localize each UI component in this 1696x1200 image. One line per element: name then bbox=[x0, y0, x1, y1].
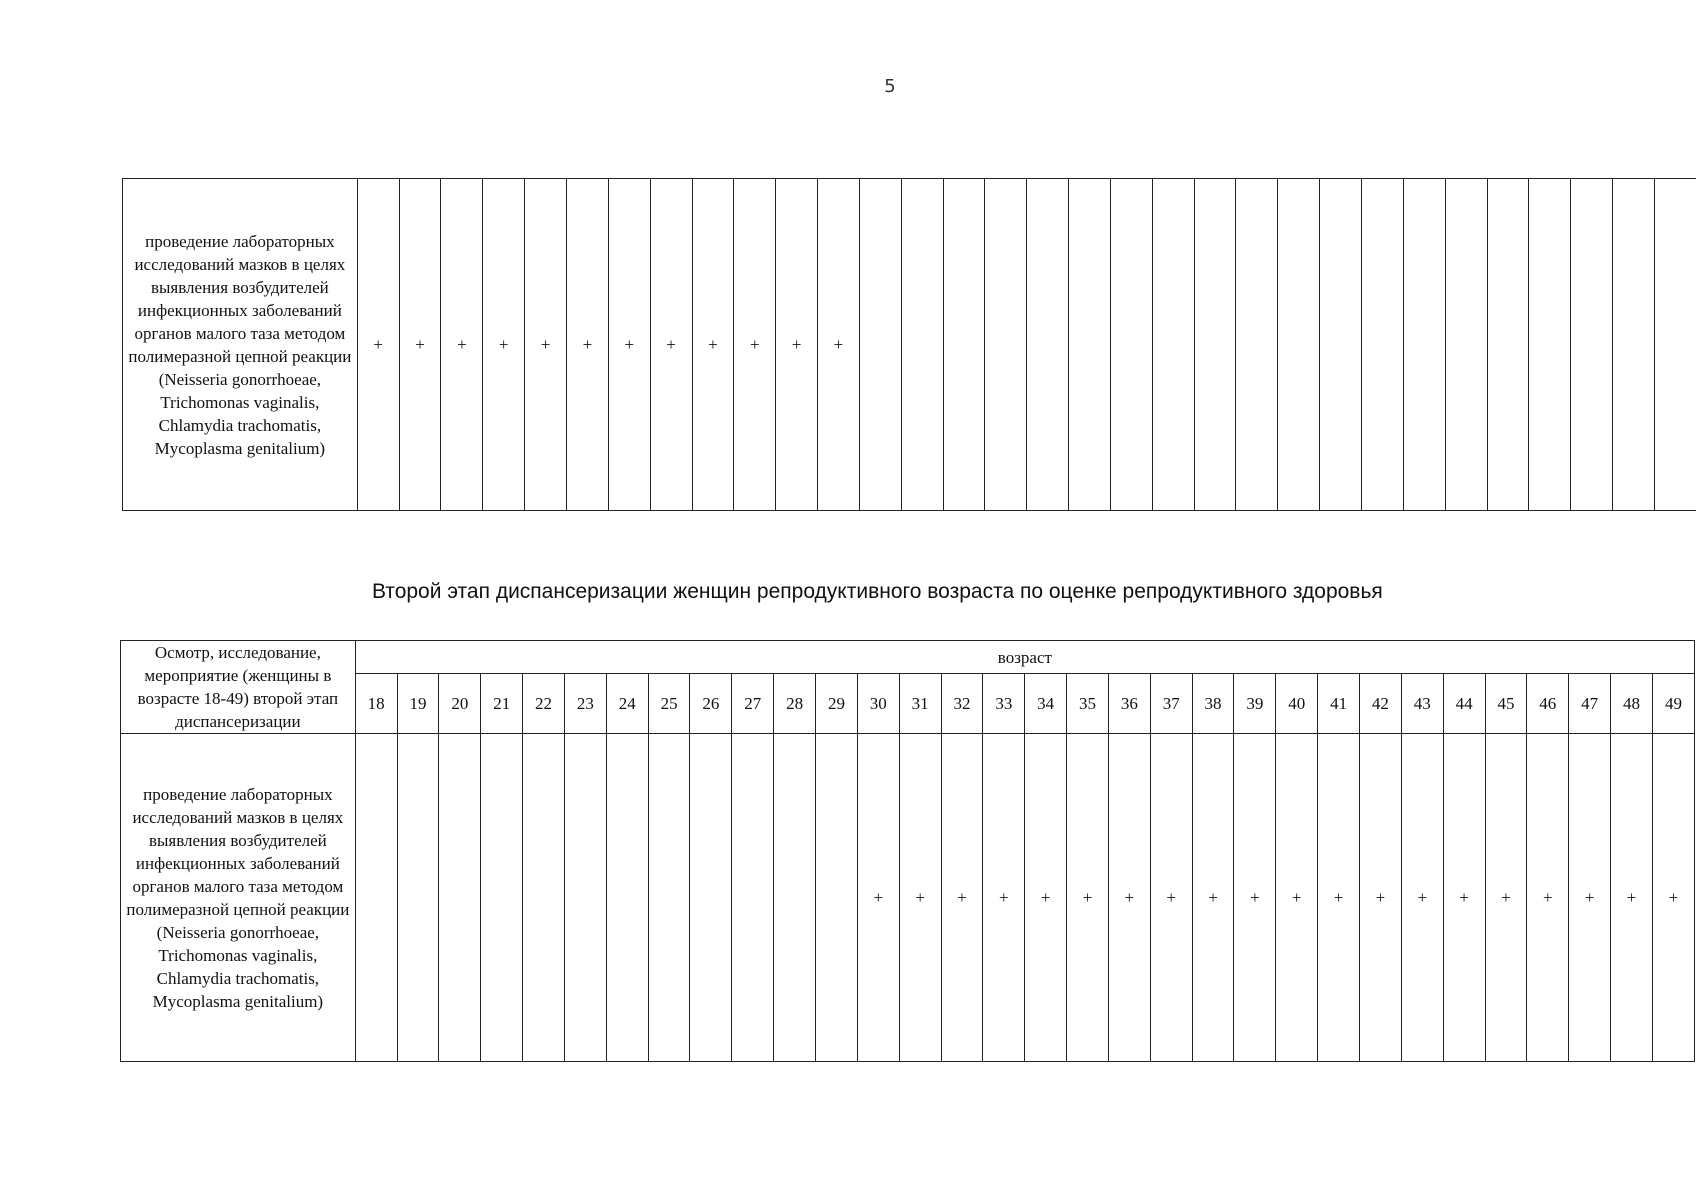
mark-cell bbox=[564, 734, 606, 1062]
mark-cell: + bbox=[441, 179, 483, 511]
section-title: Второй этап диспансеризации женщин репродуктивного возраста по оценке репродуктивного здоровья bbox=[372, 580, 1383, 603]
mark-cell bbox=[355, 734, 397, 1062]
age-cell: 46 bbox=[1527, 674, 1569, 734]
mark-cell bbox=[943, 179, 985, 511]
age-cell: 24 bbox=[606, 674, 648, 734]
mark-cell bbox=[1278, 179, 1320, 511]
mark-cell bbox=[1236, 179, 1278, 511]
age-cell: 38 bbox=[1192, 674, 1234, 734]
age-cell: 35 bbox=[1067, 674, 1109, 734]
age-cell: 49 bbox=[1652, 674, 1694, 734]
mark-cell: + bbox=[1359, 734, 1401, 1062]
age-cell: 27 bbox=[732, 674, 774, 734]
age-cell: 33 bbox=[983, 674, 1025, 734]
screening-table-second-stage bbox=[120, 640, 1695, 1062]
row-label: проведение лабораторных исследований мазков в целях выявления возбудителей инфекционных заболеваний органов малого таза методом полимеразной цепной реакции (Neisseria gonorrhoeae, Trichomonas vaginalis, Chlamydia trachomatis, Mycoplasma genitalium) bbox=[123, 179, 358, 511]
age-cell: 30 bbox=[857, 674, 899, 734]
age-cell: 43 bbox=[1401, 674, 1443, 734]
age-cell: 36 bbox=[1108, 674, 1150, 734]
mark-cell: + bbox=[1401, 734, 1443, 1062]
mark-cell: + bbox=[1150, 734, 1192, 1062]
age-cell: 19 bbox=[397, 674, 439, 734]
mark-cell: + bbox=[1443, 734, 1485, 1062]
age-cell: 37 bbox=[1150, 674, 1192, 734]
mark-cell bbox=[606, 734, 648, 1062]
mark-cell bbox=[732, 734, 774, 1062]
table-row bbox=[123, 179, 1696, 511]
age-header: возраст bbox=[355, 641, 1694, 674]
mark-cell: + bbox=[1234, 734, 1276, 1062]
screening-table-first-stage bbox=[122, 178, 1696, 511]
age-cell: 21 bbox=[481, 674, 523, 734]
age-cell: 18 bbox=[355, 674, 397, 734]
mark-cell bbox=[816, 734, 858, 1062]
age-cell: 40 bbox=[1276, 674, 1318, 734]
mark-cell: + bbox=[1527, 734, 1569, 1062]
table-row bbox=[121, 734, 1695, 1062]
mark-cell bbox=[1069, 179, 1111, 511]
row-label: проведение лабораторных исследований мазков в целях выявления возбудителей инфекционных заболеваний органов малого таза методом полимеразной цепной реакции (Neisseria gonorrhoeae, Trichomonas vaginalis, Chlamydia trachomatis, Mycoplasma genitalium) bbox=[121, 734, 356, 1062]
mark-cell: + bbox=[608, 179, 650, 511]
age-cell: 34 bbox=[1025, 674, 1067, 734]
mark-cell: + bbox=[483, 179, 525, 511]
age-cell: 41 bbox=[1318, 674, 1360, 734]
mark-cell: + bbox=[818, 179, 860, 511]
mark-cell: + bbox=[1067, 734, 1109, 1062]
mark-cell bbox=[1487, 179, 1529, 511]
mark-cell: + bbox=[1276, 734, 1318, 1062]
mark-cell bbox=[1613, 179, 1655, 511]
mark-cell bbox=[859, 179, 901, 511]
mark-cell bbox=[901, 179, 943, 511]
mark-cell: + bbox=[1485, 734, 1527, 1062]
mark-cell bbox=[1403, 179, 1445, 511]
mark-cell bbox=[1445, 179, 1487, 511]
age-cell: 45 bbox=[1485, 674, 1527, 734]
age-cell: 39 bbox=[1234, 674, 1276, 734]
mark-cell bbox=[1529, 179, 1571, 511]
mark-cell: + bbox=[692, 179, 734, 511]
age-cell: 32 bbox=[941, 674, 983, 734]
mark-cell: + bbox=[650, 179, 692, 511]
header-label: Осмотр, исследование, мероприятие (женщины в возрасте 18-49) второй этап диспансеризации bbox=[121, 641, 356, 734]
mark-cell bbox=[648, 734, 690, 1062]
mark-cell bbox=[1320, 179, 1362, 511]
mark-cell: + bbox=[1569, 734, 1611, 1062]
mark-cell bbox=[1152, 179, 1194, 511]
mark-cell bbox=[1362, 179, 1404, 511]
age-cell: 28 bbox=[774, 674, 816, 734]
mark-cell: + bbox=[776, 179, 818, 511]
mark-cell bbox=[439, 734, 481, 1062]
mark-cell bbox=[985, 179, 1027, 511]
age-row bbox=[121, 674, 1695, 734]
age-cell: 29 bbox=[816, 674, 858, 734]
mark-cell: + bbox=[1192, 734, 1234, 1062]
age-cell: 22 bbox=[523, 674, 565, 734]
age-cell: 31 bbox=[899, 674, 941, 734]
age-cell: 23 bbox=[564, 674, 606, 734]
age-cell: 20 bbox=[439, 674, 481, 734]
age-cell: 48 bbox=[1611, 674, 1653, 734]
mark-cell: + bbox=[983, 734, 1025, 1062]
mark-cell: + bbox=[941, 734, 983, 1062]
mark-cell: + bbox=[357, 179, 399, 511]
mark-cell: + bbox=[1318, 734, 1360, 1062]
mark-cell bbox=[1027, 179, 1069, 511]
age-cell: 47 bbox=[1569, 674, 1611, 734]
mark-cell bbox=[1654, 179, 1696, 511]
mark-cell: + bbox=[734, 179, 776, 511]
age-cell: 42 bbox=[1359, 674, 1401, 734]
mark-cell bbox=[774, 734, 816, 1062]
mark-cell: + bbox=[1611, 734, 1653, 1062]
mark-cell bbox=[523, 734, 565, 1062]
age-cell: 26 bbox=[690, 674, 732, 734]
mark-cell: + bbox=[1108, 734, 1150, 1062]
age-cell: 44 bbox=[1443, 674, 1485, 734]
mark-cell: + bbox=[1652, 734, 1694, 1062]
mark-cell: + bbox=[857, 734, 899, 1062]
mark-cell: + bbox=[899, 734, 941, 1062]
mark-cell: + bbox=[1025, 734, 1067, 1062]
mark-cell bbox=[397, 734, 439, 1062]
mark-cell: + bbox=[399, 179, 441, 511]
mark-cell bbox=[1194, 179, 1236, 511]
mark-cell bbox=[1110, 179, 1152, 511]
mark-cell: + bbox=[566, 179, 608, 511]
page-number: 5 bbox=[884, 76, 896, 97]
mark-cell bbox=[1571, 179, 1613, 511]
header-row bbox=[121, 641, 1695, 674]
mark-cell bbox=[690, 734, 732, 1062]
mark-cell bbox=[481, 734, 523, 1062]
age-cell: 25 bbox=[648, 674, 690, 734]
mark-cell: + bbox=[525, 179, 567, 511]
